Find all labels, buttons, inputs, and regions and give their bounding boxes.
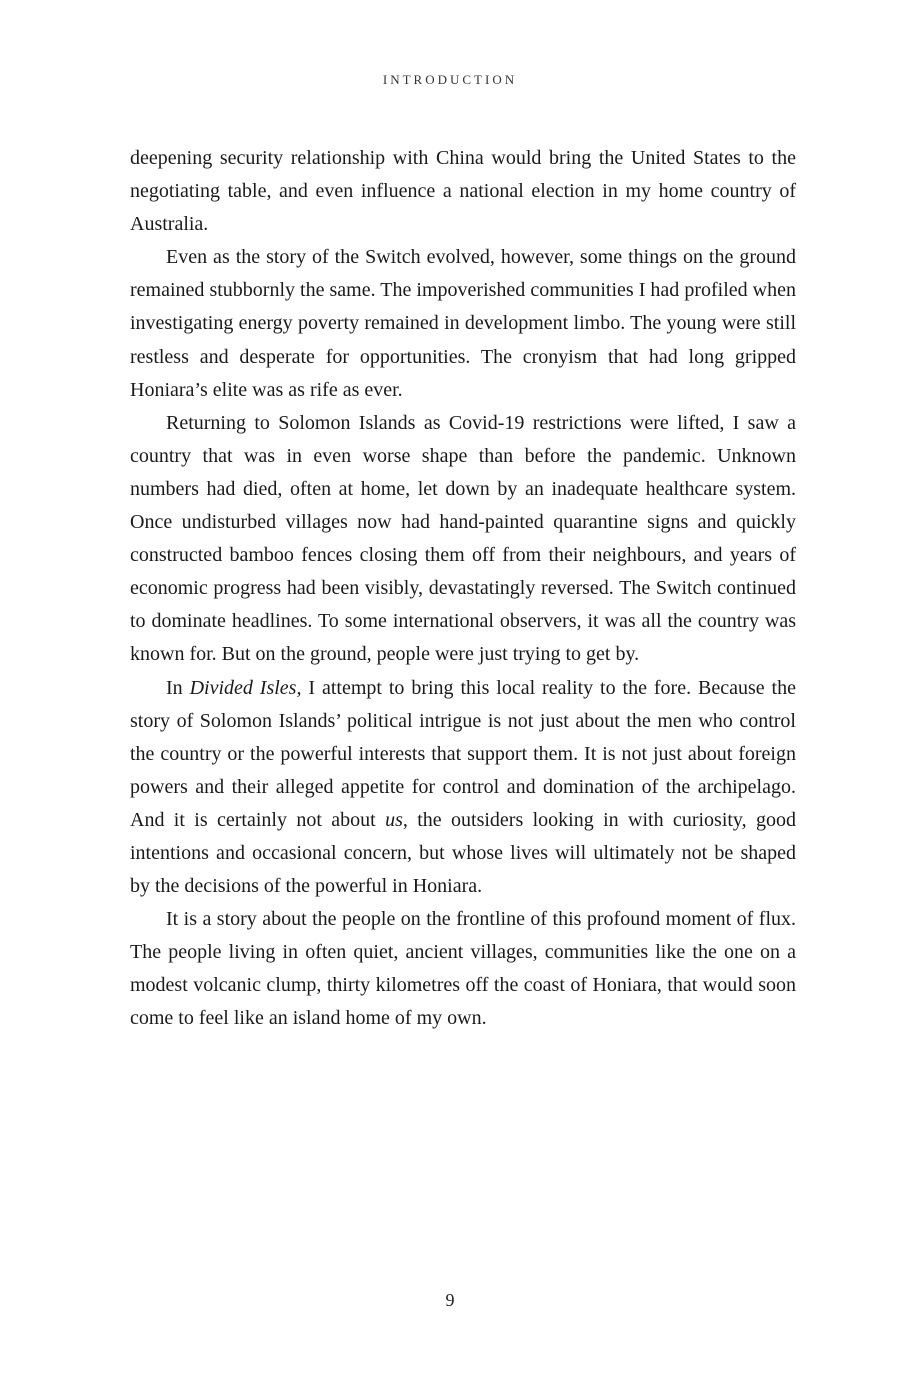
paragraph-4 <box>130 672 796 904</box>
paragraph-5: It is a story about the people on the frontline of this profound moment of flux. The people living in often quiet, ancient villages, communities like the one on a modest volcanic clump, thirty kilometres off the coast of Honiara, that would soon come to feel like an island home of my own. <box>130 908 796 1030</box>
paragraph-4-part-c: , the outsiders looking in with curiosity, good intentions and occasional concern, but whose lives will ultimately not be shaped by the decisions of the powerful in Honiara. <box>130 808 796 898</box>
body-text <box>130 142 796 1036</box>
paragraph-2: Even as the story of the Switch evolved, however, some things on the ground remained stubbornly the same. The impoverished communities I had profiled when investigating energy poverty remained in development limbo. The young were still restless and desperate for opportunities. The cronyism that had long gripped Honiara’s elite was as rife as ever. <box>130 246 796 401</box>
page-number: 9 <box>445 1290 455 1310</box>
paragraph-3: Returning to Solomon Islands as Covid-19 restrictions were lifted, I saw a country that was in even worse shape than before the pandemic. Unknown numbers had died, often at home, let down by an inadequate healthcare system. Once undisturbed villages now had hand-painted quarantine signs and quickly constructed bamboo fences closing them off from their neighbours, and years of economic progress had been visibly, devastatingly reversed. The Switch continued to dominate headlines. To some international observers, it was all the country was known for. But on the ground, people were just trying to get by. <box>130 411 796 666</box>
paragraph-4-part-a: In <box>166 676 190 699</box>
running-header: INTRODUCTION <box>382 72 518 87</box>
paragraph-4-part-b: I attempt to bring this local reality to the fore. Because the story of Solomon Islands’ political intrigue is not just about the men who control the country or the powerful interests that support them. It is not just about foreign powers and their alleged appetite for control and domination of the archipelago. And it is certainly not about <box>130 676 796 831</box>
emphasis-us: us <box>385 808 403 831</box>
book-title-italic: Divided Isles, <box>189 676 302 699</box>
paragraph-1: deepening security relationship with China would bring the United States to the negotiating table, and even influence a national election in my home country of Australia. <box>130 147 796 236</box>
